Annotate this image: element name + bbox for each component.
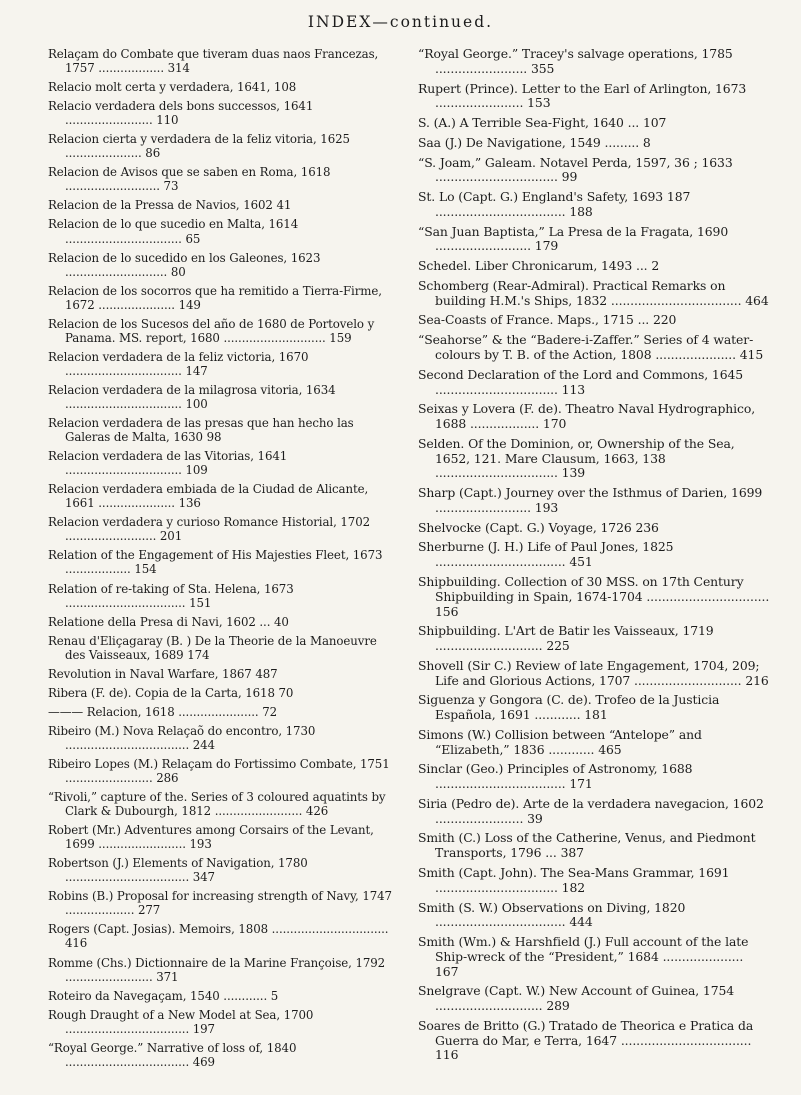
index-entry: Simons (W.) Collision between “Antelope” and “Elizabeth,” 1836 ............ 465 <box>418 726 702 757</box>
index-entry: Smith (Capt. John). The Sea-Mans Grammar, 1691 ................................ 182 <box>418 864 730 895</box>
page-header: INDEX—continued. <box>307 13 494 31</box>
index-entry: Rough Draught of a New Model at Sea, 1700 .................................. 197 <box>48 1007 314 1036</box>
index-entry: Relacio molt certa y verdadera, 1641, 108 <box>48 80 297 95</box>
index-entry: Relaçam do Combate que tiveram duas naos Francezas, 1757 .................. 314 <box>48 47 379 76</box>
index-entry: Shipbuilding. Collection of 30 MSS. on 17th Century Shipbuilding in Spain, 1674-1704 ................................ 156 <box>418 573 770 619</box>
index-entry: Sherburne (J. H.) Life of Paul Jones, 1825 .................................. 451 <box>418 539 674 570</box>
index-entry: Relacion verdadera embiada de la Ciudad de Alicante, 1661 ..................... 136 <box>48 482 369 511</box>
index-entry: Relacion verdadera y curioso Romance Historial, 1702 ......................... 201 <box>48 515 371 544</box>
index-entry: Relacion verdadera de la feliz victoria, 1670 ................................ 147 <box>48 349 309 378</box>
index-entry: Robertson (J.) Elements of Navigation, 1780 .................................. 347 <box>48 856 308 885</box>
index-entry: Smith (C.) Loss of the Catherine, Venus, and Piedmont Transports, 1796 ... 387 <box>418 830 756 861</box>
index-entry: Sharp (Capt.) Journey over the Isthmus of Darien, 1699 ......................... 193 <box>418 485 763 515</box>
index-entry: “Rivoli,” capture of the. Series of 3 coloured aquatints by Clark & Dubourgh, 1812 ........................ 426 <box>48 790 386 819</box>
index-column-right <box>418 47 770 1068</box>
index-entry: Ribera (F. de). Copia de la Carta, 1618 70 <box>48 685 294 700</box>
index-entry: Sinclar (Geo.) Principles of Astronomy, 1688 .................................. 171 <box>418 761 693 792</box>
index-entry: Shelvocke (Capt. G.) Voyage, 1726 236 <box>418 519 659 535</box>
index-entry: Robins (B.) Proposal for increasing strength of Navy, 1747 ................... 277 <box>48 889 392 918</box>
index-entry: Schedel. Liber Chronicarum, 1493 ... 2 <box>418 258 660 274</box>
index-entry: “Royal George.” Tracey's salvage operations, 1785 ........................ 355 <box>418 46 733 76</box>
index-entry: Smith (S. W.) Observations on Diving, 1820 .................................. 444 <box>418 899 686 930</box>
index-entry: Shipbuilding. L'Art de Batir les Vaisseaux, 1719 ............................ 225 <box>418 623 714 654</box>
index-entry: Relacion de lo sucedido en los Galeones, 1623 ............................ 80 <box>48 250 321 279</box>
index-entry: Romme (Chs.) Dictionnaire de la Marine Françoise, 1792 ........................ 371 <box>48 955 386 984</box>
index-entry: S. (A.) A Terrible Sea-Fight, 1640 ... 107 <box>418 115 667 131</box>
index-entry: Relation of the Engagement of His Majesties Fleet, 1673 .................. 154 <box>48 548 383 577</box>
index-entry: Relation of re-taking of Sta. Helena, 1673 ................................. 151 <box>48 581 294 610</box>
index-entry: “S. Joam,” Galeam. Notavel Perda, 1597, 36 ; 1633 ................................ 99 <box>418 154 733 185</box>
index-entry: Schomberg (Rear-Admiral). Practical Remarks on building H.M.'s Ships, 1832 .................................. 464 <box>418 277 769 308</box>
index-entry: ——— Relacion, 1618 ...................... 72 <box>48 704 278 719</box>
index-entry: Ribeiro Lopes (M.) Relaçam do Fortissimo Combate, 1751 ........................ 286 <box>48 756 390 786</box>
index-column-left <box>48 47 400 1074</box>
index-entry: Ribeiro (M.) Nova Relaçaõ do encontro, 1730 .................................. 244 <box>48 723 316 752</box>
index-entry: Robert (Mr.) Adventures among Corsairs of the Levant, 1699 ........................ 193 <box>48 823 374 852</box>
index-entry: Revolution in Naval Warfare, 1867 487 <box>48 666 278 681</box>
index-entry: “Seahorse” & the “Badere-i-Zaffer.” Series of 4 water-colours by T. B. of the Action, 1808 ..................... 415 <box>418 332 764 363</box>
index-entry: “San Juan Baptista,” La Presa de la Fragata, 1690 ......................... 179 <box>418 223 729 254</box>
index-entry: Relacion de los Sucesos del año de 1680 de Portovelo y Panama. MS. report, 1680 ............................ 159 <box>48 316 375 345</box>
index-entry: Relacion de los socorros que ha remitido a Tierra-Firme, 1672 ..................... 149 <box>48 283 382 312</box>
index-entry: Siguenza y Gongora (C. de). Trofeo de la Justicia Española, 1691 ............ 181 <box>418 692 720 723</box>
index-entry: Relacion cierta y verdadera de la feliz vitoria, 1625 ..................... 86 <box>48 132 350 161</box>
index-entry: Rogers (Capt. Josias). Memoirs, 1808 ................................ 416 <box>48 922 389 951</box>
index-entry: Smith (Wm.) & Harshfield (J.) Full account of the late Ship-wreck of the “President,” 1684 ..................... 167 <box>418 934 749 979</box>
index-entry: Relacion de lo que sucedio en Malta, 1614 ................................ 65 <box>48 217 299 246</box>
index-entry: Relacion verdadera de las presas que han hecho las Galeras de Malta, 1630 98 <box>48 416 354 445</box>
index-entry: Relatione della Presa di Navi, 1602 ... 40 <box>48 614 289 629</box>
index-entry: Sea-Coasts of France. Maps., 1715 ... 220 <box>418 312 677 328</box>
index-entry: Selden. Of the Dominion, or, Ownership of the Sea, 1652, 121. Mare Clausum, 1663, 138 ................................ 139 <box>418 435 735 481</box>
index-entry: Relacion verdadera de la milagrosa vitoria, 1634 ................................ 100 <box>48 382 336 411</box>
index-entry: Shovell (Sir C.) Review of late Engagement, 1704, 209; Life and Glorious Actions, 1707 ............................ 216 <box>418 657 769 688</box>
index-entry: “Royal George.” Narrative of loss of, 1840 .................................. 469 <box>48 1040 297 1069</box>
index-entry: Rupert (Prince). Letter to the Earl of Arlington, 1673 ....................... 153 <box>418 80 747 111</box>
index-entry: Second Declaration of the Lord and Commons, 1645 ................................ 113 <box>418 366 744 397</box>
index-entry: Relacion verdadera de las Vitorias, 1641 ................................ 109 <box>48 449 288 478</box>
index-entry: Relacion de Avisos que se saben en Roma, 1618 .......................... 73 <box>48 165 331 194</box>
index-entry: Snelgrave (Capt. W.) New Account of Guinea, 1754 ............................ 289 <box>418 983 735 1014</box>
index-entry: Saa (J.) De Navigatione, 1549 ......... 8 <box>418 134 651 150</box>
index-entry: Relacio verdadera dels bons successos, 1641 ........................ 110 <box>48 99 314 128</box>
index-entry: Roteiro da Navegaçam, 1540 ............ 5 <box>48 988 279 1003</box>
index-entry: Soares de Britto (G.) Tratado de Theorica e Pratica da Guerra do Mar, e Terra, 1647 .................................. 116 <box>418 1017 754 1063</box>
index-entry: St. Lo (Capt. G.) England's Safety, 1693 187 .................................. 188 <box>418 189 691 219</box>
index-entry: Siria (Pedro de). Arte de la verdadera navegacion, 1602 ....................... 39 <box>418 795 764 826</box>
index-entry: Seixas y Lovera (F. de). Theatro Naval Hydrographico, 1688 .................. 170 <box>418 401 756 432</box>
index-entry: Renau d'Eliçagaray (B. ) De la Theorie de la Manoeuvre des Vaisseaux, 1689 174 <box>48 633 377 662</box>
index-entry: Relacion de la Pressa de Navios, 1602 41 <box>48 198 292 213</box>
